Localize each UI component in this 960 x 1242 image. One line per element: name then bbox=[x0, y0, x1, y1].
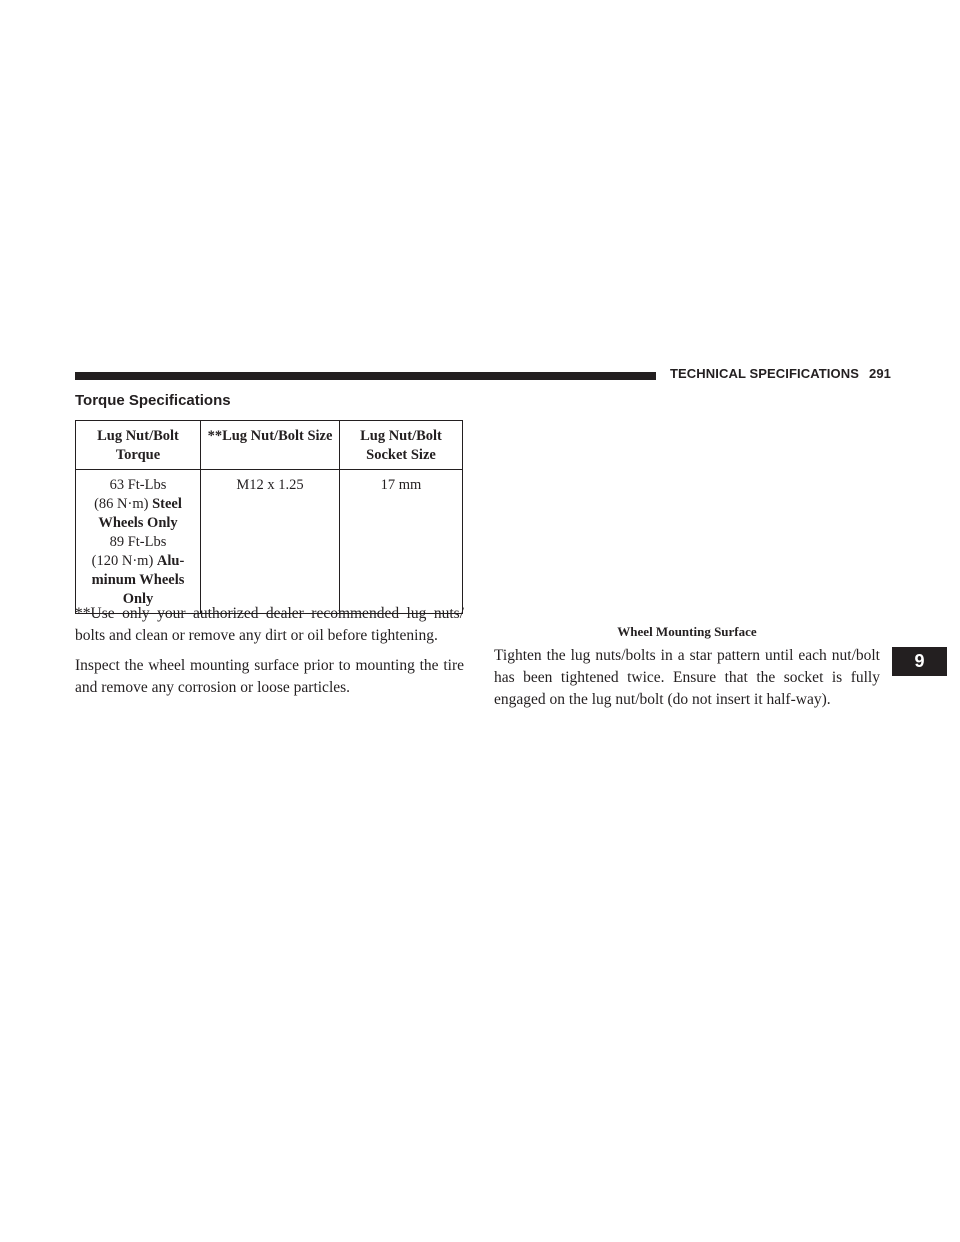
cell-size: M12 x 1.25 bbox=[201, 470, 340, 614]
table-header-row bbox=[76, 421, 463, 470]
torque-alu-value: 89 Ft-Lbs bbox=[109, 534, 167, 550]
footnote-text: **Use only your authorized dealer recommended lug nuts/ bolts and clean or remove any dirt or oil before tightening. bbox=[75, 605, 464, 644]
figure-caption: Wheel Mounting Surface bbox=[617, 624, 757, 639]
running-header bbox=[670, 366, 891, 381]
header-socket: Lug Nut/Bolt Socket Size bbox=[340, 421, 463, 470]
tighten-text: Tighten the lug nuts/bolts in a star pattern until each nut/bolt has been tightened twice. Ensure that the socket is fully engaged on the lug nut/bolt (do not insert it half-way). bbox=[494, 647, 880, 708]
torque-alu-metric: (120 N·m) bbox=[91, 553, 154, 569]
cell-socket: 17 mm bbox=[340, 470, 463, 614]
header-size: **Lug Nut/Bolt Size bbox=[201, 421, 340, 470]
chapter-tab: 9 bbox=[892, 647, 947, 676]
header-rule bbox=[75, 372, 656, 380]
torque-alu-label: Alu-minum Wheels Only bbox=[91, 553, 185, 607]
cell-torque bbox=[76, 470, 201, 614]
section-label: TECHNICAL SPECIFICATIONS bbox=[670, 366, 859, 381]
torque-table bbox=[75, 420, 463, 614]
inspect-text: Inspect the wheel mounting surface prior to mounting the tire and remove any corrosion or loose particles. bbox=[75, 657, 464, 696]
table-row bbox=[76, 470, 463, 614]
header-torque: Lug Nut/Bolt Torque bbox=[76, 421, 201, 470]
page-number: 291 bbox=[868, 366, 891, 381]
section-title: Torque Specifications bbox=[75, 392, 231, 409]
torque-steel-value: 63 Ft-Lbs bbox=[109, 477, 167, 493]
torque-steel-metric: (86 N·m) bbox=[94, 496, 149, 512]
torque-steel-label: Steel Wheels Only bbox=[98, 496, 182, 531]
